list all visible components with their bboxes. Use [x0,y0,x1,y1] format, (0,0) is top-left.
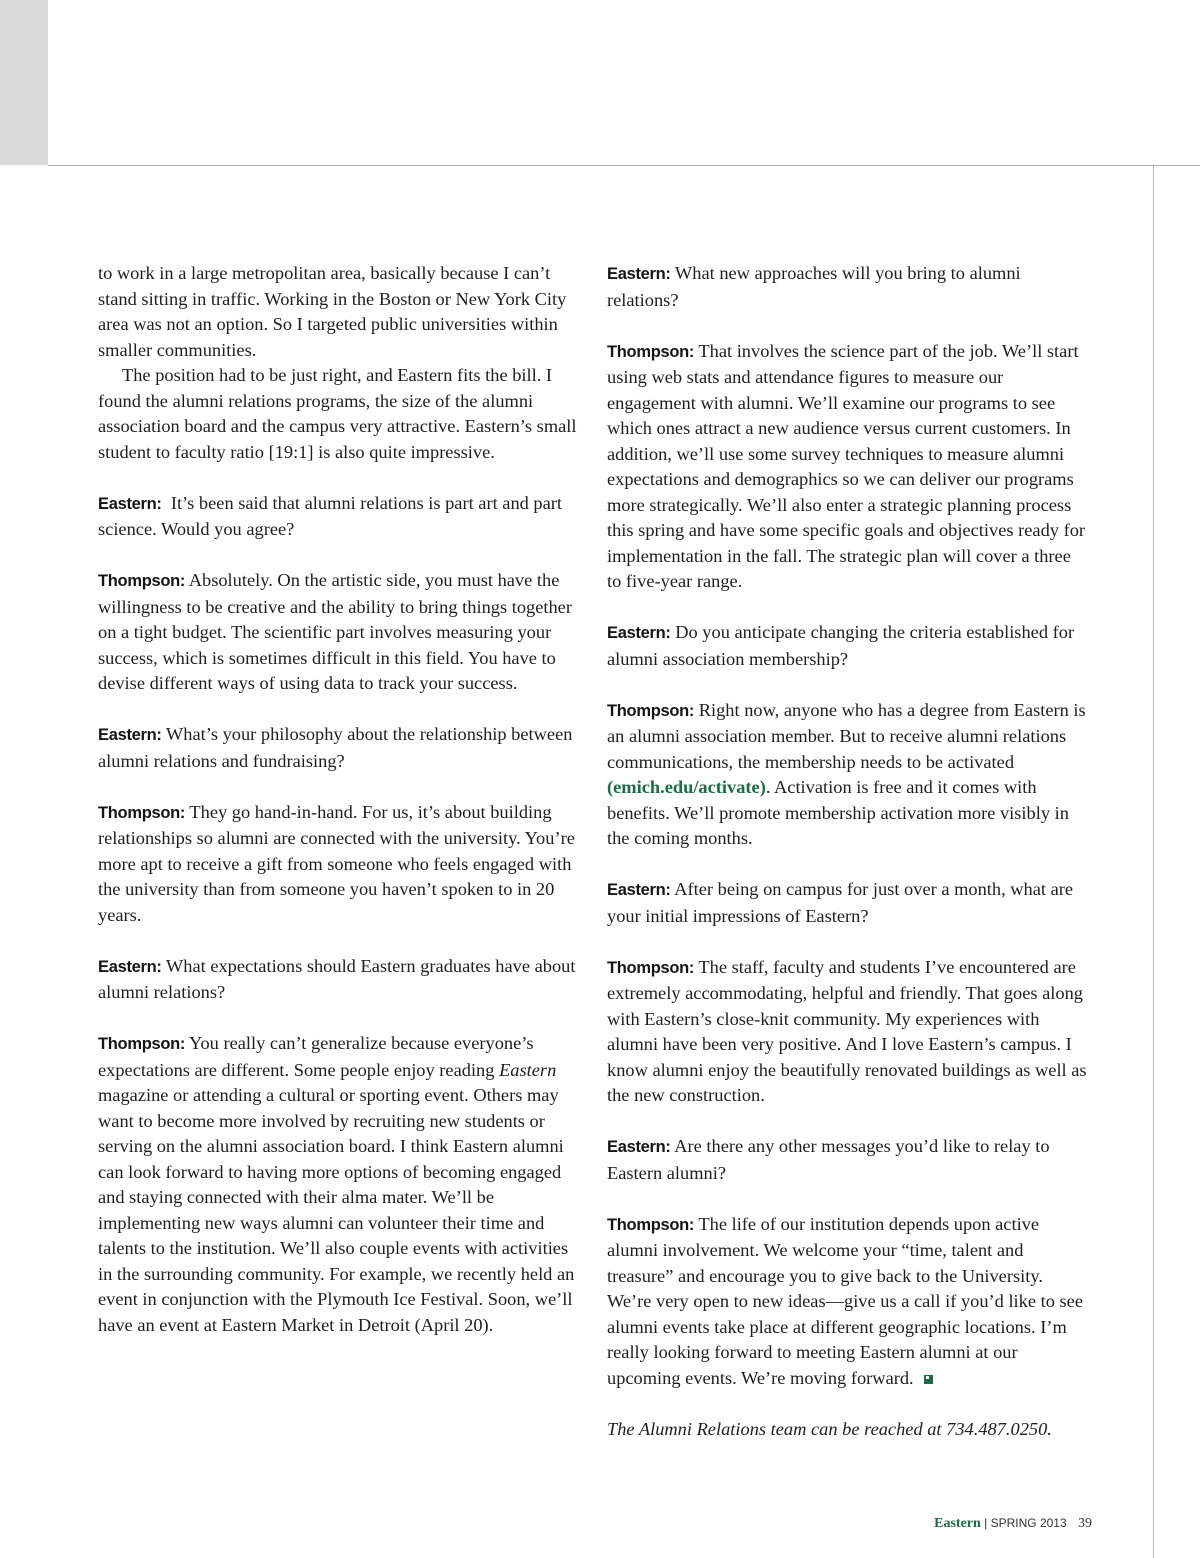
interview-answer [98,568,580,697]
speaker-label: Eastern: [98,957,162,976]
speaker-label: Eastern: [98,726,162,744]
speaker-label: Eastern: [607,1138,671,1156]
interview-answer [607,955,1089,1109]
page-edge-tab [0,0,48,165]
speaker-label: Thompson: [98,803,186,822]
speaker-label: Eastern: [607,881,671,899]
speaker-label: Thompson: [607,342,695,361]
margin-divider [1153,166,1154,1558]
contact-text: The Alumni Relations team can be reached at 734.487.0250. [607,1418,1052,1439]
header-divider [48,165,1200,166]
interview-answer [607,1212,1089,1392]
question-text: After being on campus for just over a month, what are your initial impressions of Eastern? [607,879,1074,926]
question-text: What expectations should Eastern graduates have about alumni relations? [98,955,576,1002]
interview-question [607,877,1089,929]
interview-answer [607,339,1089,595]
answer-text: That involves the science part of the job. We’ll start using web stats and attendance figures to measure our engagement with alumni. We’ll examine our programs to see which ones attract a new audience versus current customers. In addition, we’ll use some survey techniques to measure alumni expectations and demographics so we can deliver our programs more strategically. We’ll also enter a strategic planning process this spring and have some specific goals and objectives ready for implementation in the fall. The strategic plan will cover a three to five-year range. [607,340,1086,591]
answer-text: They go hand-in-hand. For us, it’s about building relationships so alumni are connected with the university. You’re more apt to receive a gift from someone who feels engaged with the university than from someone you haven’t spoken to in 20 years. [98,801,575,925]
interview-answer [98,800,580,929]
question-text: It’s been said that alumni relations is part art and part science. Would you agree? [98,492,563,539]
answer-text: Right now, anyone who has a degree from Eastern is an alumni association member. But to receive alumni relations communications, the membership needs to be activated [607,699,1086,772]
interview-question [98,491,580,543]
magazine-title: Eastern [499,1059,557,1080]
interview-question [607,261,1089,313]
speaker-label: Thompson: [607,1215,695,1234]
speaker-label: Eastern: [607,265,671,283]
question-text: What’s your philosophy about the relationship between alumni relations and fundraising? [98,724,573,771]
speaker-label: Thompson: [98,1035,186,1053]
speaker-label: Eastern: [607,624,671,642]
magazine-name: Eastern [934,1516,981,1531]
interview-answer [607,698,1089,852]
answer-text: The life of our institution depends upon active alumni involvement. We welcome your “time, talent and treasure” and encourage you to give back to the University. We’re very open to new ideas—give us a call if you’d like to see alumni events take place at different geographic locations. I’m really looking forward to meeting Eastern alumni at our upcoming events. We’re moving forward. [607,1213,1084,1388]
end-of-story-icon [924,1375,933,1384]
issue-label: | SPRING 2013 [984,1516,1067,1530]
speaker-label: Thompson: [607,958,695,977]
activate-link[interactable]: (emich.edu/activate) [607,777,766,797]
contact-note [607,1417,1089,1443]
answer-text: magazine or attending a cultural or sporting event. Others may want to become more involved by recruiting new students or serving on the alumni association board. I think Eastern alumni can look forward to having more options of becoming engaged and staying connected with their alma mater. We’ll be implementing new ways alumni can volunteer their time and talents to the institution. We’ll also couple events with activities in the surrounding community. For example, we recently held an event in conjunction with the Plymouth Ice Festival. Soon, we’ll have an event at Eastern Market in Detroit (April 20). [98,1085,575,1335]
answer-text: . Activation is free and it comes with benefits. We’ll promote membership activation more visibly in the coming months. [607,777,1069,848]
answer-text: You really can’t generalize because everyone’s expectations are different. Some people enjoy reading [98,1033,534,1080]
paragraph: to work in a large metropolitan area, basically because I can’t stand sitting in traffic. Working in the Boston or New York City area was not an option. So I targeted public universities within smaller communities. [98,263,567,360]
left-column [98,261,580,1338]
question-text: Do you anticipate changing the criteria established for alumni association membership? [607,622,1075,669]
interview-question [98,722,580,774]
speaker-label: Thompson: [98,572,186,590]
interview-question [98,954,580,1006]
question-text: Are there any other messages you’d like to relay to Eastern alumni? [607,1136,1050,1183]
interview-answer [98,1031,580,1338]
question-text: What new approaches will you bring to alumni relations? [607,263,1021,310]
right-column [607,261,1089,1442]
speaker-label: Eastern: [98,494,162,513]
interview-question [607,620,1089,672]
answer-text: Absolutely. On the artistic side, you must have the willingness to be creative and the ability to bring things together on a tight budget. The scientific part involves measuring your success, which is sometimes difficult in this field. You have to devise different ways of using data to track your success. [98,570,572,693]
page-number: 39 [1078,1516,1092,1531]
paragraph: The position had to be just right, and Eastern fits the bill. I found the alumni relations programs, the size of the alumni association board and the campus very attractive. Eastern’s small student to faculty ratio [19:1] is also quite impressive. [98,365,577,462]
interview-question [607,1134,1089,1186]
answer-text: The staff, faculty and students I’ve encountered are extremely accommodating, helpful and friendly. That goes along with Eastern’s close-knit community. My experiences with alumni have been very positive. And I love Eastern’s campus. I know alumni enjoy the beautifully renovated buildings as well as the new construction. [607,956,1087,1105]
speaker-label: Thompson: [607,701,695,720]
page-footer [934,1516,1092,1532]
